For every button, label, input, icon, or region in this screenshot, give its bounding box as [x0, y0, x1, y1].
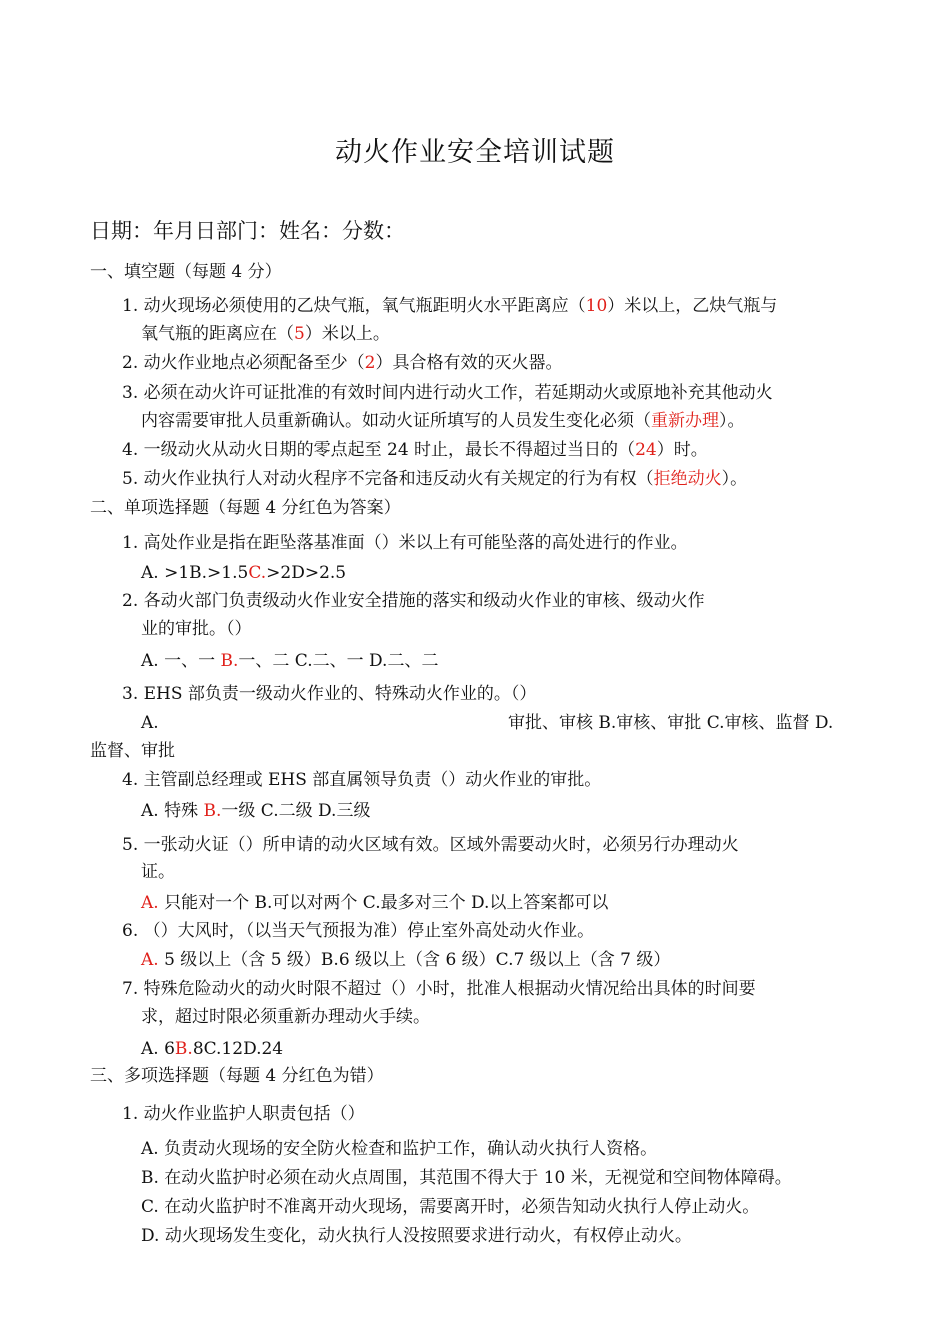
s1-q2-text-a: 2. 动火作业地点必须配备至少（ [122, 353, 365, 373]
s1-q1-line1 [122, 295, 777, 317]
s2-q4-opt-a: A. 特殊 [141, 801, 204, 821]
s1-q1-text-c: 氧气瓶的距离应在（ [141, 324, 294, 344]
s2-q5-opt-b: 只能对一个 B.可以对两个 C.最多对三个 D.以上答案都可以 [158, 893, 609, 913]
s1-q5-text-b: ）。 [721, 469, 748, 489]
s2-q2-answer: B. [220, 651, 239, 671]
s2-q2-opt-a: A. 一、一 [141, 651, 221, 671]
s2-q7-answer: B. [174, 1039, 193, 1059]
s2-q6-options [141, 949, 670, 971]
s2-q5-stem1: 5. 一张动火证（）所申请的动火区域有效。区域外需要动火时，必须另行办理动火 [122, 835, 739, 855]
s3-q1-opt-d: D. 动火现场发生变化，动火执行人没按照要求进行动火，有权停止动火。 [141, 1226, 692, 1246]
s2-q6-opt-b: 5 级以上（含 5 级）B.6 级以上（含 6 级）C.7 级以上（含 7 级） [158, 950, 671, 970]
s2-q1-stem: 1. 高处作业是指在距坠落基准面（）米以上有可能坠落的高处进行的作业。 [122, 533, 688, 553]
s2-q6-stem: 6. （）大风时，（以当天气预报为准）停止室外高处动火作业。 [122, 921, 595, 941]
s3-q1-opt-b: B. 在动火监护时必须在动火点周围，其范围不得大于 10 米，无视觉和空间物体障碍。 [141, 1168, 792, 1188]
s2-q1-answer: C. [248, 563, 267, 583]
s2-q4-answer: B. [203, 801, 222, 821]
s1-q1-text-b: ）米以上，乙炔气瓶与 [607, 296, 778, 316]
s3-q1-opt-a: A. 负责动火现场的安全防火检查和监护工作，确认动火执行人资格。 [141, 1139, 658, 1159]
s1-q2-text-b: ）具合格有效的灭火器。 [375, 353, 563, 373]
s1-q5-answer: 拒绝动火 [653, 469, 722, 489]
s2-q7-opt-a: A. 6 [141, 1039, 175, 1059]
s2-q2-options [141, 650, 438, 672]
s1-q3-line1: 3. 必须在动火许可证批准的有效时间内进行动火工作，若延期动火或原地补充其他动火 [122, 383, 773, 403]
s1-q3-line2 [141, 410, 745, 432]
s1-q5-text-a: 5. 动火作业执行人对动火程序不完备和违反动火有关规定的行为有权（ [122, 469, 654, 489]
s2-q1-opt-b: >2D>2.5 [266, 563, 347, 583]
s1-q2 [122, 352, 562, 374]
s2-q4-stem: 4. 主管副总经理或 EHS 部直属领导负责（）动火作业的审批。 [122, 770, 602, 790]
s2-q7-stem2: 求，超过时限必须重新办理动火手续。 [141, 1007, 430, 1027]
s2-q1-options [141, 562, 346, 584]
info-line: 日期：年月日部门：姓名：分数： [90, 219, 405, 243]
s1-q1-answer2: 5 [294, 324, 305, 344]
s2-q5-stem2: 证。 [141, 862, 175, 882]
s2-q5-options [141, 892, 608, 914]
section1-heading: 一、填空题（每题 4 分） [90, 262, 282, 282]
document-title: 动火作业安全培训试题 [335, 137, 615, 168]
s3-q1-stem: 1. 动火作业监护人职责包括（） [122, 1104, 365, 1124]
section3-heading: 三、多项选择题（每题 4 分红色为错） [90, 1066, 384, 1086]
s2-q7-opt-b: 8C.12D.24 [192, 1039, 284, 1059]
s1-q3-text-b: 内容需要审批人员重新确认。如动火证所填写的人员发生变化必须（ [141, 411, 651, 431]
s2-q7-stem1: 7. 特殊危险动火的动火时限不超过（）小时，批准人根据动火情况给出具体的时间要 [122, 979, 756, 999]
s1-q4-text-b: ）时。 [656, 440, 708, 460]
s2-q7-options [141, 1038, 283, 1060]
s2-q3-opt-b: 审批、审核 B.审核、审批 C.审核、监督 D. [508, 713, 834, 733]
s1-q4-answer: 24 [635, 440, 657, 460]
s1-q3-text-c: ）。 [719, 411, 745, 431]
s1-q1-answer1: 10 [585, 296, 608, 316]
s1-q4 [122, 439, 708, 461]
s2-q6-answer: A. [141, 950, 159, 970]
s2-q3-stem: 3. EHS 部负责一级动火作业的、特殊动火作业的。（） [122, 684, 537, 704]
s2-q4-opt-b: 一级 C.二级 D.三级 [221, 801, 371, 821]
s2-q2-opt-b: 一、二 C.二、一 D.二、二 [238, 651, 439, 671]
s1-q2-answer: 2 [364, 353, 376, 373]
s1-q1-line2 [141, 323, 390, 345]
s1-q1-text-a: 1. 动火现场必须使用的乙炔气瓶，氧气瓶距明火水平距离应（ [122, 296, 586, 316]
s1-q3-answer: 重新办理 [651, 411, 719, 431]
s2-q2-stem2: 业的审批。（） [141, 619, 252, 639]
s2-q2-stem1: 2. 各动火部门负责级动火作业安全措施的落实和级动火作业的审核、级动火作 [122, 591, 705, 611]
s2-q5-answer: A. [141, 893, 159, 913]
s3-q1-opt-c: C. 在动火监护时不准离开动火现场，需要离开时，必须告知动火执行人停止动火。 [141, 1197, 760, 1217]
section2-heading: 二、单项选择题（每题 4 分红色为答案） [90, 498, 401, 518]
s2-q3-opt-c: 监督、审批 [90, 741, 175, 761]
s1-q5 [122, 468, 747, 490]
s1-q1-text-d: ）米以上。 [304, 324, 390, 344]
s2-q4-options [141, 800, 370, 822]
s2-q3-opt-a: A. [141, 713, 159, 733]
s2-q1-opt-a: A. >1B.>1.5 [141, 563, 249, 583]
s1-q4-text-a: 4. 一级动火从动火日期的零点起至 24 时止，最长不得超过当日的（ [122, 440, 636, 460]
